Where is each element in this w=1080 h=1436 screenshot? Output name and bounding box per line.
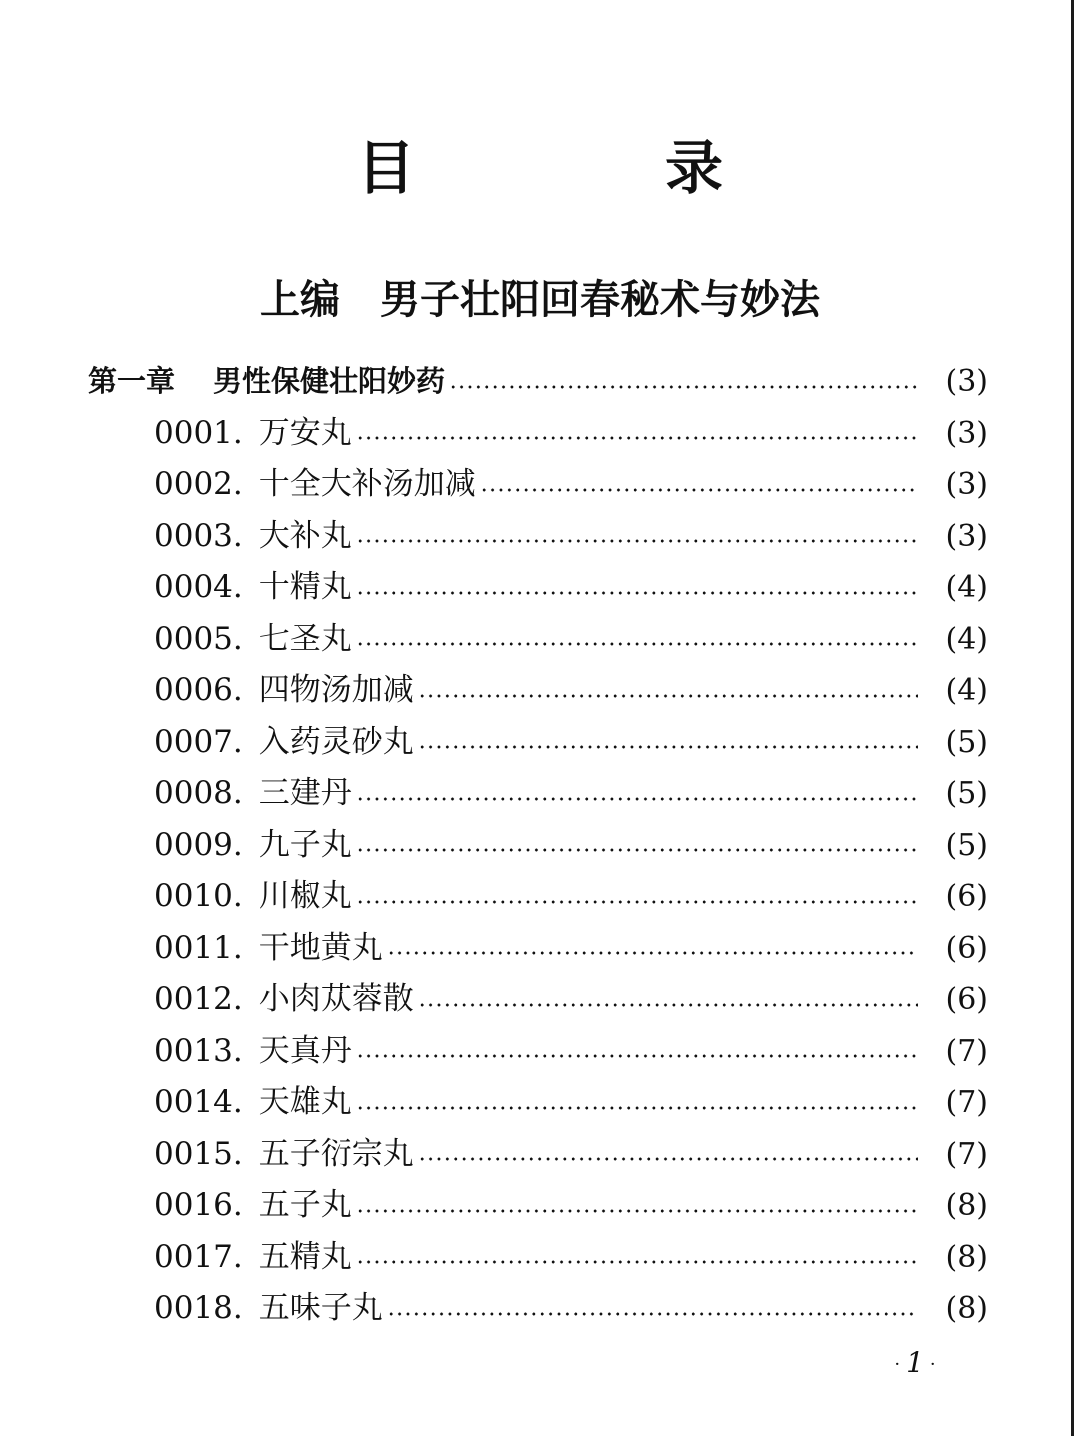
dot-leader bbox=[356, 1260, 918, 1264]
part-title: 男子壮阳回春秘术与妙法 bbox=[380, 277, 820, 323]
toc-entry-row bbox=[88, 459, 988, 511]
chapter-page-ref: (3) bbox=[945, 364, 988, 399]
entry-title: 四物汤加减 bbox=[258, 672, 414, 708]
toc-entry-row bbox=[88, 820, 988, 872]
toc-entry-row bbox=[88, 974, 988, 1026]
entry-title: 川椒丸 bbox=[258, 878, 352, 914]
entry-number: 0002 . bbox=[154, 459, 259, 511]
dot-leader bbox=[356, 1106, 918, 1110]
entry-number: 0016 . bbox=[154, 1180, 259, 1232]
dot-leader bbox=[356, 1054, 918, 1058]
entry-page-ref: (7) bbox=[945, 1033, 988, 1069]
dot-leader bbox=[356, 900, 918, 904]
entry-page-ref: (7) bbox=[945, 1136, 988, 1172]
entry-page-ref: (8) bbox=[945, 1291, 988, 1326]
entry-number: 0005 . bbox=[154, 614, 259, 666]
dot-leader bbox=[356, 1209, 918, 1213]
chapter-title: 男性保健壮阳妙药 bbox=[213, 364, 446, 398]
entry-page-ref: (6) bbox=[945, 879, 988, 914]
toc-entry-row bbox=[88, 1283, 988, 1335]
entry-title: 五精丸 bbox=[258, 1238, 352, 1275]
entry-title: 大补丸 bbox=[258, 517, 352, 554]
dot-leader bbox=[356, 539, 918, 543]
entry-number: 0015 . bbox=[154, 1129, 259, 1181]
entry-title: 五子衍宗丸 bbox=[258, 1135, 414, 1172]
entry-number: 0007 . bbox=[154, 717, 259, 769]
entry-number: 0011 . bbox=[154, 923, 259, 975]
entry-page-ref: (6) bbox=[945, 930, 988, 966]
table-of-contents bbox=[88, 356, 988, 1335]
dot-leader bbox=[418, 1003, 918, 1007]
entry-page-ref: (3) bbox=[945, 467, 988, 502]
entry-page-ref: (3) bbox=[945, 518, 988, 554]
dot-leader bbox=[418, 694, 918, 698]
entry-number: 0017 . bbox=[154, 1232, 259, 1284]
dot-leader bbox=[387, 1312, 918, 1316]
toc-entry-row bbox=[88, 1077, 988, 1129]
dot-leader bbox=[356, 591, 918, 595]
page-number-value: 1 bbox=[906, 1346, 924, 1379]
entry-page-ref: (5) bbox=[945, 776, 988, 811]
entry-page-ref: (6) bbox=[945, 982, 988, 1017]
dot-leader bbox=[418, 745, 918, 749]
entry-title: 三建丹 bbox=[258, 775, 352, 811]
toc-entry-row bbox=[88, 768, 988, 820]
dot-leader bbox=[356, 642, 918, 646]
entry-title: 七圣丸 bbox=[258, 620, 352, 657]
entry-number: 0013 . bbox=[154, 1026, 259, 1078]
toc-entry-row bbox=[88, 923, 988, 975]
entry-title: 天雄丸 bbox=[258, 1084, 352, 1120]
entry-number: 0014 . bbox=[154, 1077, 259, 1129]
entry-page-ref: (3) bbox=[945, 415, 988, 451]
entry-title: 万安丸 bbox=[258, 414, 352, 451]
toc-entry-row bbox=[88, 614, 988, 666]
toc-entry-row bbox=[88, 1232, 988, 1284]
chapter-label: 第一章 bbox=[88, 364, 176, 398]
part-heading bbox=[0, 270, 1080, 330]
entry-page-ref: (4) bbox=[945, 570, 988, 605]
dot-leader bbox=[356, 797, 918, 801]
entry-title: 十精丸 bbox=[258, 569, 352, 605]
entry-page-ref: (8) bbox=[945, 1188, 988, 1223]
dot-leader bbox=[418, 1157, 918, 1161]
entry-page-ref: (8) bbox=[945, 1239, 988, 1275]
entry-page-ref: (5) bbox=[945, 724, 988, 760]
entry-title: 干地黄丸 bbox=[258, 929, 383, 966]
entry-number: 0009 . bbox=[154, 820, 259, 872]
entry-title: 天真丹 bbox=[258, 1032, 352, 1069]
dot-leader bbox=[449, 385, 918, 389]
toc-entry-row bbox=[88, 408, 988, 460]
toc-chapter-row bbox=[88, 356, 988, 408]
entry-number: 0001 . bbox=[154, 408, 259, 460]
entry-title: 小肉苁蓉散 bbox=[258, 981, 414, 1017]
toc-entry-row bbox=[88, 717, 988, 769]
toc-entry-list bbox=[88, 408, 988, 1335]
dot-leader bbox=[387, 951, 918, 955]
entry-title: 九子丸 bbox=[258, 826, 352, 863]
toc-entry-row bbox=[88, 1180, 988, 1232]
dot-leader bbox=[356, 848, 918, 852]
entry-page-ref: (5) bbox=[945, 827, 988, 863]
entry-page-ref: (4) bbox=[945, 621, 988, 657]
entry-title: 十全大补汤加减 bbox=[258, 466, 476, 502]
page-number: · 1 · bbox=[894, 1346, 936, 1379]
toc-entry-row bbox=[88, 511, 988, 563]
entry-number: 0006 . bbox=[154, 665, 259, 717]
entry-page-ref: (7) bbox=[945, 1085, 988, 1120]
entry-number: 0018 . bbox=[154, 1283, 259, 1335]
entry-title: 五子丸 bbox=[258, 1187, 352, 1223]
toc-entry-row bbox=[88, 871, 988, 923]
entry-number: 0008 . bbox=[154, 768, 259, 820]
toc-entry-row bbox=[88, 562, 988, 614]
toc-entry-row bbox=[88, 1026, 988, 1078]
entry-number: 0004 . bbox=[154, 562, 259, 614]
entry-number: 0012 . bbox=[154, 974, 259, 1026]
page-title: 目 录 bbox=[356, 134, 819, 202]
part-label: 上编 bbox=[260, 277, 340, 323]
entry-title: 入药灵砂丸 bbox=[258, 723, 414, 760]
toc-entry-row bbox=[88, 665, 988, 717]
page-edge-line bbox=[1071, 0, 1074, 1436]
entry-number: 0010 . bbox=[154, 871, 259, 923]
toc-entry-row bbox=[88, 1129, 988, 1181]
entry-number: 0003 . bbox=[154, 511, 259, 563]
dot-leader bbox=[480, 488, 918, 492]
entry-title: 五味子丸 bbox=[258, 1290, 383, 1326]
dot-leader bbox=[356, 436, 918, 440]
entry-page-ref: (4) bbox=[945, 673, 988, 708]
